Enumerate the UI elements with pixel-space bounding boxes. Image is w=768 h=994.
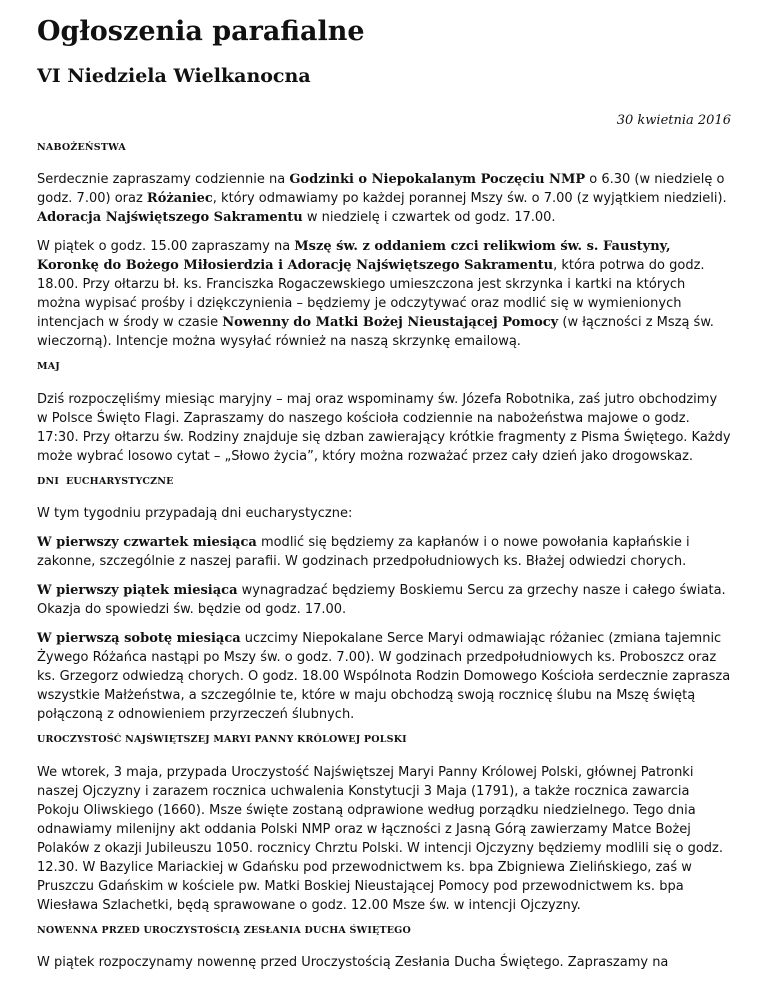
section-heading: NOWENNA PRZED UROCZYSTOŚCIĄ ZESŁANIA DUCHA ŚWIĘTEGO <box>37 924 411 936</box>
section-heading: DNI EUCHARYSTYCZNE <box>37 475 174 487</box>
paragraph: Serdecznie zapraszamy codziennie na Godzinki o Niepokalanym Poczęciu NMP o 6.30 (w niedzielę o godz. 7.00) oraz Różaniec, który odmawiamy po każdej porannej Mszy św. o 7.00 (z wyjątkiem niedzieli). Adoracja Najświętszego Sakramentu w niedzielę i czwartek od godz. 17.00. <box>37 172 727 226</box>
section-maj <box>37 361 731 465</box>
section-heading: UROCZYSTOŚĆ NAJŚWIĘTSZEJ MARYI PANNY KRÓLOWEJ POLSKI <box>37 734 407 746</box>
paragraph: Dziś rozpoczęliśmy miesiąc maryjny – maj oraz wspominamy św. Józefa Robotnika, zaś jutro obchodzimy w Polsce Święto Flagi. Zapraszamy do naszego kościoła codziennie na nabożeństwa majowe o godz. 17:30. Przy ołtarzu św. Rodziny znajduje się dzban zawierający krótkie fragmenty z Pisma Świętego. Każdy może wybrać losowo cytat – „Słowo życia”, który można rozważać przez cały dzień jako drogowskaz. <box>37 391 731 464</box>
section-dni-eucharystyczne <box>37 476 731 724</box>
section-nowenna <box>37 925 731 972</box>
paragraph: W pierwszą sobotę miesiąca uczcimy Niepokalane Serce Maryi odmawiając różaniec (zmiana tajemnic Żywego Różańca nastąpi po Mszy św. o godz. 7.00). W godzinach przedpołudniowych ks. Proboszcz oraz ks. Grzegorz odwiedzą chorych. O godz. 18.00 Wspólnota Rodzin Domowego Kościoła serdecznie zaprasza wszystkie Małżeństwa, a szczególnie te, które w maju obchodzą swoją rocznicę ślubu na Mszę świętą połączoną z odnowieniem przyrzeczeń ślubnych. <box>37 631 731 723</box>
paragraph: W piątek rozpoczynamy nowennę przed Uroczystością Zesłania Ducha Świętego. Zapraszamy na <box>37 954 669 970</box>
section-heading: NABOŻEŃSTWA <box>37 142 126 154</box>
paragraph: W piątek o godz. 15.00 zapraszamy na Mszę św. z oddaniem czci relikwiom św. s. Faustyny, Koronkę do Bożego Miłosierdzia i Adorację Najświętszego Sakramentu, która potrwa do godz. 18.00. Przy ołtarzu bł. ks. Franciszka Rogaczewskiego umieszczona jest skrzynka i kartki na których można wypisać prośby i dziękczynienia – będziemy je odczytywać oraz modlić się w wymienionych intencjach w środy w czasie Nowenny do Matki Bożej Nieustającej Pomocy (w łączności z Mszą św. wieczorną). Intencje można wysyłać również na naszą skrzynkę emailową. <box>37 239 714 350</box>
paragraph: W pierwszy czwartek miesiąca modlić się będziemy za kapłanów i o nowe powołania kapłańskie i zakonne, szczególnie z naszej parafii. W godzinach przedpołudniowych ks. Błażej odwiedzi chorych. <box>37 535 690 570</box>
section-heading: MAJ <box>37 361 60 373</box>
date: 30 kwietnia 2016 <box>616 113 731 129</box>
paragraph: W tym tygodniu przypadają dni eucharystyczne: <box>37 506 353 522</box>
page-subtitle: VI Niedziela Wielkanocna <box>37 65 311 88</box>
paragraph: W pierwszy piątek miesiąca wynagradzać będziemy Boskiemu Sercu za grzechy nasze i całego świata. Okazja do spowiedzi św. będzie od godz. 17.00. <box>37 583 726 618</box>
section-nabozenstwa <box>37 142 731 351</box>
page-title: Ogłoszenia parafialne <box>37 16 365 47</box>
paragraph: We wtorek, 3 maja, przypada Uroczystość Najświętszej Maryi Panny Królowej Polski, głównej Patronki naszej Ojczyzny i zarazem rocznica uchwalenia Konstytucji 3 Maja (1791), a także rocznica zawarcia Pokoju Oliwskiego (1660). Msze święte zostaną odprawione według porządku niedzielnego. Tego dnia odnawiamy milenijny akt oddania Polski NMP oraz w łączności z Jasną Górą zawierzamy Matce Bożej Polaków z okazji Jubileuszu 1050. rocznicy Chrztu Polski. W intencji Ojczyzny będziemy modlili się o godz. 12.30. W Bazylice Mariackiej w Gdańsku pod przewodnictwem ks. bpa Zbigniewa Zielińskiego, zaś w Pruszczu Gdańskim w kościele pw. Matki Boskiej Nieustającej Pomocy pod przewodnictwem ks. bpa Wiesława Szlachetki, będą sprawowane o godz. 12.00 Msze św. w intencji Ojczyzny. <box>37 764 723 913</box>
section-uroczystosc <box>37 734 731 914</box>
